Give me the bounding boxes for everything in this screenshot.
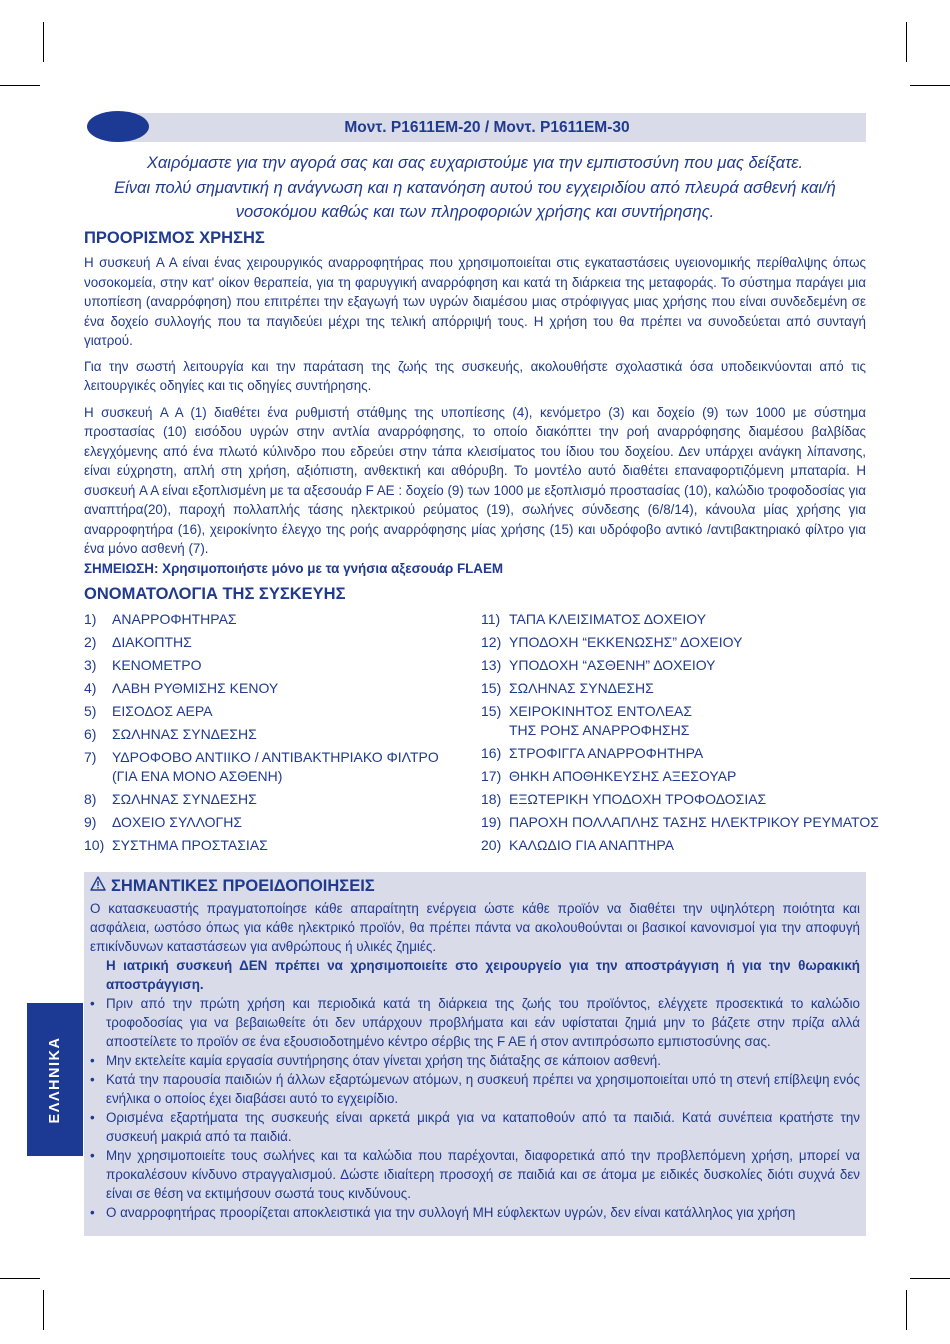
warnings-intro: Ο κατασκευαστής πραγματοποίησε κάθε απαραίτητη ενέργεια ώστε κάθε προϊόν να διαθέτει την υψηλότερη ποιότητα και ασφάλεια, ωστόσο όπως για κάθε ηλεκτρικό προϊόν, θα πρέπει πάντα να ακολουθούνται οι βασικοί κανονισμοί για την αποφυγή επικίνδυνων καταστάσεων για ανθρώπους ή υλικές ζημιές. bbox=[90, 901, 860, 954]
item-label: ΣΥΣΤΗΜΑ ΠΡΟΣΤΑΣΙΑΣ bbox=[112, 837, 268, 853]
list-item bbox=[481, 836, 881, 855]
list-item bbox=[481, 702, 881, 740]
list-item bbox=[84, 610, 474, 629]
item-label: ΠΑΡΟΧΗ ΠΟΛΛΑΠΛΗΣ ΤΑΣΗΣ ΗΛΕΚΤΡΙΚΟΥ ΡΕΥΜΑΤΟΣ bbox=[509, 814, 879, 830]
list-item bbox=[84, 702, 474, 721]
bullet-icon: • bbox=[90, 1053, 95, 1068]
warning-bullet bbox=[90, 1203, 860, 1222]
warnings-body bbox=[90, 899, 860, 1222]
item-label: ΔΟΧΕΙΟ ΣΥΛΛΟΓΗΣ bbox=[112, 814, 243, 830]
list-item bbox=[481, 679, 881, 698]
crop-mark bbox=[906, 1290, 907, 1330]
parts-list-left bbox=[84, 610, 474, 859]
item-label: ΘΗΚΗ ΑΠΟΘΗΚΕΥΣΗΣ ΑΞΕΣΟΥΑΡ bbox=[509, 768, 737, 784]
intro-line-1: Χαιρόμαστε για την αγορά σας και σας ευχαριστούμε για την εμπιστοσύνη που μας δείξατε. bbox=[146, 154, 804, 172]
crop-mark bbox=[0, 85, 40, 86]
list-item bbox=[481, 767, 881, 786]
intended-use-paragraph-1: Η συσκευή A A είναι ένας χειρουργικός αναρροφητήρας που χρησιμοποιείται στις εγκαταστάσεις υγειονομικής περίθαλψης όπως νοσοκομεία, στην κατ' οίκον θεραπεία, για τη φαρυγγική αναρρόφηση και κατά τη διάρκεια της μεταφοράς. Το σύστημα παράγει μια υποπίεση (αναρρόφηση) που επιτρέπει την εξαγωγή των υγρών διαμέσου μιας στρόφιγγας μιας χρήσης που είναι συνδεδεμένη σε ένα δοχείο συλλογής που τα παγιδεύει μέχρι της τελική απόρριψή τους. Η χρήση του θα πρέπει να συνοδεύεται από συνταγή γιατρού. bbox=[84, 255, 866, 348]
parts-list-right bbox=[481, 610, 881, 859]
list-item bbox=[84, 633, 474, 652]
item-label: ΚΕΝΟΜΕΤΡΟ bbox=[112, 657, 202, 673]
list-item bbox=[481, 633, 881, 652]
device-parts-section bbox=[84, 585, 866, 604]
crop-mark bbox=[910, 1278, 950, 1279]
intended-use-section bbox=[84, 229, 866, 578]
item-label: ΑΝΑΡΡΟΦΗΤΗΡΑΣ bbox=[112, 611, 237, 627]
item-number: 19) bbox=[481, 814, 502, 830]
device-parts-heading: ΟΝΟΜΑΤΟΛΟΓΙΑ ΤΗΣ ΣΥΣΚΕΥΗΣ bbox=[84, 585, 346, 603]
warning-bullet bbox=[90, 1070, 860, 1108]
warnings-heading: ΣΗΜΑΝΤΙΚΕΣ ΠΡΟΕΙΔΟΠΟΙΗΣΕΙΣ bbox=[111, 876, 375, 895]
list-item bbox=[84, 790, 474, 809]
list-item bbox=[84, 679, 474, 698]
item-number: 16) bbox=[481, 745, 502, 761]
item-number: 5) bbox=[84, 703, 97, 719]
item-number: 13) bbox=[481, 657, 502, 673]
warning-bullet bbox=[90, 994, 860, 1051]
item-number: 15) bbox=[481, 703, 502, 719]
item-label: ΣΩΛΗΝΑΣ ΣΥΝΔΕΣΗΣ bbox=[112, 791, 257, 807]
list-item bbox=[481, 610, 881, 629]
language-tab bbox=[27, 1003, 83, 1156]
item-label: ΔΙΑΚΟΠΤΗΣ bbox=[112, 634, 192, 650]
item-label: ΥΔΡΟΦΟΒΟ ΑΝΤΙΙΚΟ / ΑΝΤΙΒΑΚΤΗΡΙΑΚΟ ΦΙΛΤΡΟ (ΓΙΑ ΕΝΑ ΜΟΝΟ ΑΣΘΕΝΗ) bbox=[112, 749, 439, 784]
intro-line-2: Είναι πολύ σημαντική η ανάγνωση και η κατανόηση αυτού του εγχειριδίου από πλευρά ασθενή και/ή νοσοκόμου καθώς και των πληροφοριών χρήσης και συντήρησης. bbox=[114, 178, 836, 221]
list-item bbox=[84, 748, 474, 786]
bullet-icon: • bbox=[90, 1205, 95, 1220]
item-number: 3) bbox=[84, 657, 97, 673]
intended-use-body bbox=[84, 253, 866, 578]
list-item bbox=[84, 656, 474, 675]
list-item bbox=[481, 744, 881, 763]
item-label: ΤΑΠΑ ΚΛΕΙΣΙΜΑΤΟΣ ΔΟΧΕΙΟΥ bbox=[509, 611, 707, 627]
item-number: 18) bbox=[481, 791, 502, 807]
warnings-panel bbox=[84, 872, 866, 1236]
crop-mark bbox=[0, 1278, 40, 1279]
item-number: 12) bbox=[481, 634, 502, 650]
bullet-icon: • bbox=[90, 1148, 95, 1163]
item-number: 6) bbox=[84, 726, 97, 742]
item-number: 8) bbox=[84, 791, 97, 807]
item-number: 9) bbox=[84, 814, 97, 830]
model-title: Μοντ. P1611EM-20 / Μοντ. P1611EM-30 bbox=[344, 119, 630, 136]
warning-bullet bbox=[90, 1146, 860, 1203]
list-item bbox=[84, 813, 474, 832]
item-number: 4) bbox=[84, 680, 97, 696]
accessories-note: ΣΗΜΕΙΩΣΗ: Χρησιμοποιήστε μόνο με τα γνήσια αξεσουάρ FLAEM bbox=[84, 560, 504, 576]
list-item bbox=[481, 656, 881, 675]
warnings-title bbox=[90, 876, 860, 896]
item-number: 7) bbox=[84, 749, 97, 765]
item-label: ΚΑΛΩΔΙΟ ΓΙΑ ΑΝΑΠΤΗΡΑ bbox=[509, 837, 674, 853]
bullet-text: Μην εκτελείτε καμία εργασία συντήρησης όταν γίνεται χρήση της διάταξης σε κάποιον ασθενή. bbox=[106, 1053, 661, 1068]
language-tab-label: ΕΛΛΗΝΙΚΑ bbox=[47, 1036, 63, 1123]
item-number: 17) bbox=[481, 768, 502, 784]
item-label: ΕΞΩΤΕΡΙΚΗ ΥΠΟΔΟΧΗ ΤΡΟΦΟΔΟΣΙΑΣ bbox=[509, 791, 767, 807]
item-label: ΕΙΣΟΔΟΣ ΑΕΡΑ bbox=[112, 703, 213, 719]
list-item bbox=[84, 836, 474, 855]
bullet-text: Κατά την παρουσία παιδιών ή άλλων εξαρτώμενων ατόμων, η συσκευή πρέπει να χρησιμοποιείται υπό τη στενή επίβλεψη ενός ενήλικα ο οποίος έχει διαβάσει αυτό το εγχειρίδιο. bbox=[106, 1072, 860, 1106]
list-item bbox=[481, 790, 881, 809]
item-label: ΣΤΡΟΦΙΓΓΑ ΑΝΑΡΡΟΦΗΤΗΡΑ bbox=[509, 745, 704, 761]
item-number: 20) bbox=[481, 837, 502, 853]
crop-mark bbox=[43, 22, 44, 62]
intended-use-paragraph-2: Για την σωστή λειτουργία και την παράταση της ζωής της συσκευής, ακολουθήστε σχολαστικά όσα υποδεικνύονται από τις λειτουργικές οδηγίες και τις οδηγίες συντήρησης. bbox=[84, 358, 866, 393]
bullet-text: Ο αναρροφητήρας προορίζεται αποκλειστικά για την συλλογή ΜΗ εύφλεκτων υγρών, δεν είναι κατάλληλος για χρήση bbox=[106, 1205, 796, 1220]
item-number: 15) bbox=[481, 680, 502, 696]
item-label: ΥΠΟΔΟΧΗ “ΕΚΚΕΝΩΣΗΣ” ΔΟΧΕΙΟΥ bbox=[509, 634, 743, 650]
bullet-icon: • bbox=[90, 1110, 95, 1125]
item-number: 1) bbox=[84, 611, 97, 627]
crop-mark bbox=[43, 1290, 44, 1330]
list-item bbox=[84, 725, 474, 744]
crop-mark bbox=[906, 22, 907, 62]
item-label: ΣΩΛΗΝΑΣ ΣΥΝΔΕΣΗΣ bbox=[509, 680, 654, 696]
warning-triangle-icon bbox=[90, 876, 106, 896]
warnings-content bbox=[90, 876, 860, 1222]
bullet-text: Μην χρησιμοποιείτε τους σωλήνες και τα καλώδια που παρέχονται, διαφορετικά από την προβλεπόμενη χρήση, μπορεί να προκαλέσουν κίνδυνο στραγγαλισμού. Δώστε ιδιαίτερη προσοχή σε παιδιά και σε άτομα με ειδικές δυσκολίες διότι συχνά δεν είναι σε θέση να εκτιμήσουν σωστά τους κινδύνους. bbox=[106, 1148, 860, 1201]
intended-use-paragraph-3: Η συσκευή A A (1) διαθέτει ένα ρυθμιστή στάθμης της υποπίεσης (4), κενόμετρο (3) και δοχείο (9) των 1000 με σύστημα προστασίας (10) εισόδου υγρών στην αντλία αναρρόφησης, το οποίο διακόπτει την ροή αναρρόφησης διαμέσου βαλβίδας ελεγχόμενης από ένα πλωτό κύλινδρο που εδρεύει στην τάπα κλεισίματος του ίδιου του δοχείου. Δεν υπάρχει ανάγκη λίπανσης, είναι εύχρηστη, απλή στη χρήση, αξιόπιστη, ανθεκτική και αθόρυβη. Το μοντέλο αυτό διαθέτει επαναφορτιζόμενη μπαταρία. Η συσκευή A A είναι εξοπλισμένη με τα αξεσουάρ F AE : δοχείο (9) των 1000 με εξοπλισμό προστασίας (10), καλώδιο τροφοδοσίας για αναπτήρα(20), παροχή πολλαπλής τάσης ηλεκτρικού ρεύματος (19), σωλήνες σύνδεσης (6/8/14), κάνουλα μίας χρήσης για αναρροφητήρα (16), χειροκίνητο έλεγχο της ροής αναρρόφησης μίας χρήσης (15) και υδρόφοβο αντικό /αντιβακτηριακό φίλτρο για ένα μόνο ασθενή (7). bbox=[84, 404, 866, 556]
bullet-icon: • bbox=[90, 996, 95, 1011]
item-number: 10) bbox=[84, 837, 105, 853]
intended-use-heading: ΠΡΟΟΡΙΣΜΟΣ ΧΡΗΣΗΣ bbox=[84, 229, 265, 247]
bullet-text: Πριν από την πρώτη χρήση και περιοδικά κατά τη διάρκεια της ζωής του προϊόντος, ελέγχετε προσεκτικά το καλώδιο τροφοδοσίας για να βεβαιωθείτε ότι δεν υπάρχουν προβλήματα και εάν υφίσταται ζημιά μην το βάζετε στην πρίζα αλλά αποστείλετε το προϊόν σε ένα εξουσιοδοτημένο κέντρο σέρβις της F AE ή στον αντιπρόσωπο εμπιστοσύνης σας. bbox=[106, 996, 860, 1049]
item-label: ΧΕΙΡΟΚΙΝΗΤΟΣ ΕΝΤΟΛΕΑΣ ΤΗΣ ΡΟΗΣ ΑΝΑΡΡΟΦΗΣΗΣ bbox=[509, 703, 693, 738]
crop-mark bbox=[910, 85, 950, 86]
bullet-icon: • bbox=[90, 1072, 95, 1087]
item-number: 11) bbox=[481, 611, 501, 627]
warnings-critical-note: Η ιατρική συσκευή ΔΕΝ πρέπει να χρησιμοποιείτε στο χειρουργείο για την αποστράγγιση ή για την θωρακική αποστράγγιση. bbox=[106, 958, 860, 992]
item-label: ΥΠΟΔΟΧΗ “ΑΣΘΕΝΗ” ΔΟΧΕΙΟΥ bbox=[509, 657, 716, 673]
item-label: ΣΩΛΗΝΑΣ ΣΥΝΔΕΣΗΣ bbox=[112, 726, 257, 742]
list-item bbox=[481, 813, 881, 832]
item-label: ΛΑΒΗ ΡΥΘΜΙΣΗΣ ΚΕΝΟΥ bbox=[112, 680, 279, 696]
intro-text bbox=[84, 151, 866, 225]
warning-bullet bbox=[90, 1108, 860, 1146]
item-number: 2) bbox=[84, 634, 97, 650]
warning-bullet bbox=[90, 1051, 860, 1070]
bullet-text: Ορισμένα εξαρτήματα της συσκευής είναι αρκετά μικρά για να καταποθούν από τα παιδιά. Κατά συνέπεια κρατήστε την συσκευή μακριά από τα παιδιά. bbox=[106, 1110, 860, 1144]
